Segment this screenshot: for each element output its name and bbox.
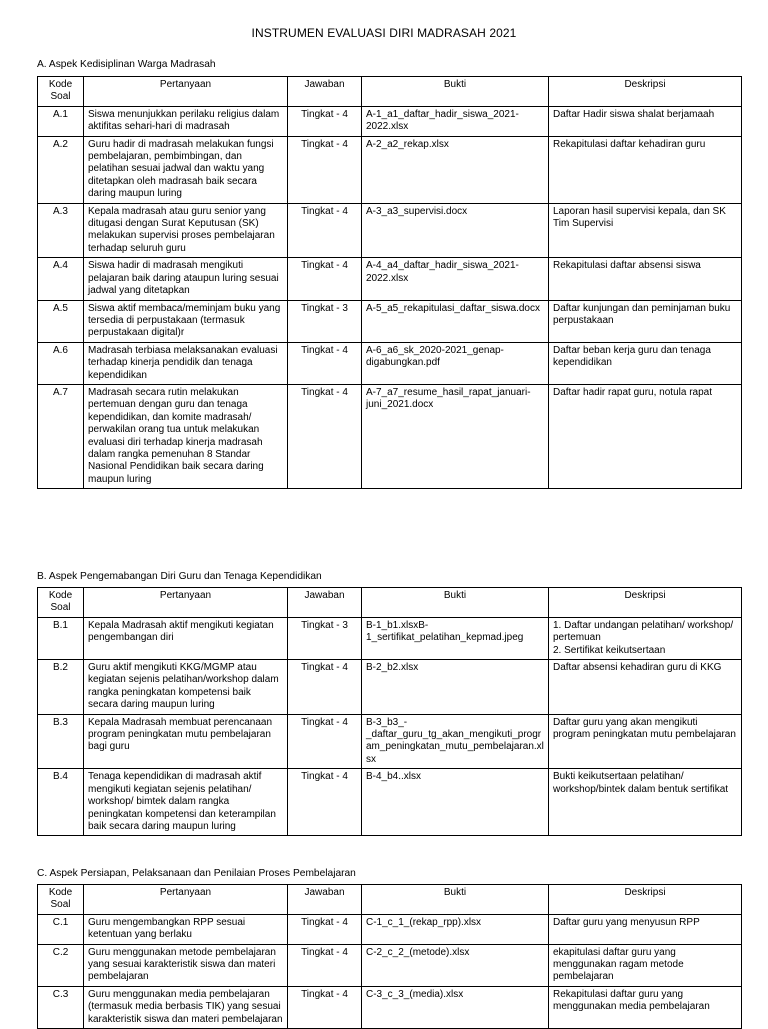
deskripsi-cell: Daftar guru yang menyusun RPP xyxy=(549,914,742,944)
table-header-row xyxy=(38,77,742,107)
table-row xyxy=(38,300,742,342)
pertanyaan-cell: Tenaga kependidikan di madrasah aktif mengikuti kegiatan sejenis pelatihan/ workshop/ bimtek dalam rangka peningkatan kompetensi dan keterampilan baik secara daring maupun luring xyxy=(84,769,288,836)
jawaban-cell: Tingkat - 4 xyxy=(288,986,362,1028)
jawaban-cell: Tingkat - 4 xyxy=(288,769,362,836)
bukti-cell: B-1_b1.xlsxB-1_sertifikat_pelatihan_kepmad.jpeg xyxy=(362,617,549,659)
pertanyaan-cell: Guru hadir di madrasah melakukan fungsi pembelajaran, pembimbingan, dan pelatihan sesuai jadwal dan waktu yang ditetapkan oleh madrasah baik secara daring maupun luring xyxy=(84,136,288,203)
kode-cell: C.3 xyxy=(38,986,84,1028)
kode-cell: B.4 xyxy=(38,769,84,836)
jawaban-cell: Tingkat - 4 xyxy=(288,384,362,488)
kode-cell: A.5 xyxy=(38,300,84,342)
kode-cell: A.2 xyxy=(38,136,84,203)
deskripsi-cell xyxy=(549,617,742,659)
section-c-table xyxy=(37,884,742,1029)
pertanyaan-cell: Kepala madrasah atau guru senior yang ditugasi dengan Surat Keputusan (SK) melakukan supervisi proses pembelajaran terhadap seluruh guru xyxy=(84,203,288,258)
kode-cell: A.4 xyxy=(38,258,84,300)
header-bukti: Bukti xyxy=(362,77,549,107)
header-jawaban: Jawaban xyxy=(288,885,362,915)
pertanyaan-cell: Kepala Madrasah membuat perencanaan program peningkatan mutu pembelajaran bagi guru xyxy=(84,714,288,769)
header-jawaban: Jawaban xyxy=(288,588,362,618)
pertanyaan-cell: Guru menggunakan metode pembelajaran yang sesuai karakteristik siswa dan materi pembelajaran xyxy=(84,944,288,986)
header-jawaban: Jawaban xyxy=(288,77,362,107)
deskripsi-cell: Daftar kunjungan dan peminjaman buku perpustakaan xyxy=(549,300,742,342)
bukti-cell: C-3_c_3_(media).xlsx xyxy=(362,986,549,1028)
bukti-cell: A-4_a4_daftar_hadir_siswa_2021-2022.xlsx xyxy=(362,258,549,300)
kode-cell: B.1 xyxy=(38,617,84,659)
table-row xyxy=(38,258,742,300)
kode-cell: B.3 xyxy=(38,714,84,769)
pertanyaan-cell: Madrasah terbiasa melaksanakan evaluasi terhadap kinerja pendidik dan tenaga kependidikan xyxy=(84,342,288,384)
table-row xyxy=(38,136,742,203)
pertanyaan-cell: Siswa hadir di madrasah mengikuti pelajaran baik daring ataupun luring sesuai jadwal yang ditetapkan xyxy=(84,258,288,300)
jawaban-cell: Tingkat - 4 xyxy=(288,660,362,715)
jawaban-cell: Tingkat - 4 xyxy=(288,342,362,384)
deskripsi-cell: Bukti keikutsertaan pelatihan/ workshop/bintek dalam bentuk sertifikat xyxy=(549,769,742,836)
header-soal-line: Soal xyxy=(50,899,71,911)
bukti-cell: A-3_a3_supervisi.docx xyxy=(362,203,549,258)
deskripsi-cell: Rekapitulasi daftar kehadiran guru xyxy=(549,136,742,203)
bukti-cell: B-2_b2.xlsx xyxy=(362,660,549,715)
table-row xyxy=(38,384,742,488)
bukti-cell: B-3_b3_-_daftar_guru_tg_akan_mengikuti_program_peningkatan_mutu_pembelajaran.xlsx xyxy=(362,714,549,769)
header-soal-line: Soal xyxy=(50,91,71,103)
bukti-cell: C-2_c_2_(metode).xlsx xyxy=(362,944,549,986)
table-row xyxy=(38,986,742,1028)
table-row xyxy=(38,617,742,659)
bukti-cell: A-1_a1_daftar_hadir_siswa_2021-2022.xlsx xyxy=(362,106,549,136)
bukti-cell: A-2_a2_rekap.xlsx xyxy=(362,136,549,203)
pertanyaan-cell: Guru menggunakan media pembelajaran (termasuk media berbasis TIK) yang sesuai karakteristik siswa dan materi pembelajaran xyxy=(84,986,288,1028)
deskripsi-cell: Rekapitulasi daftar absensi siswa xyxy=(549,258,742,300)
jawaban-cell: Tingkat - 4 xyxy=(288,203,362,258)
section-b-table xyxy=(37,587,742,836)
table-row xyxy=(38,914,742,944)
deskripsi-cell: Laporan hasil supervisi kepala, dan SK Tim Supervisi xyxy=(549,203,742,258)
pertanyaan-cell: Siswa menunjukkan perilaku religius dalam aktifitas sehari-hari di madrasah xyxy=(84,106,288,136)
deskripsi-cell: Daftar beban kerja guru dan tenaga kependidikan xyxy=(549,342,742,384)
header-deskripsi: Deskripsi xyxy=(549,77,742,107)
table-row xyxy=(38,769,742,836)
deskripsi-line: 2. Sertifikat keikutsertaan xyxy=(553,644,666,656)
header-soal-line: Soal xyxy=(50,602,71,614)
deskripsi-cell: Daftar hadir rapat guru, notula rapat xyxy=(549,384,742,488)
kode-cell: C.2 xyxy=(38,944,84,986)
bukti-cell: A-7_a7_resume_hasil_rapat_januari-juni_2021.docx xyxy=(362,384,549,488)
header-deskripsi: Deskripsi xyxy=(549,588,742,618)
jawaban-cell: Tingkat - 4 xyxy=(288,944,362,986)
table-header-row xyxy=(38,885,742,915)
deskripsi-cell: Daftar guru yang akan mengikuti program peningkatan mutu pembelajaran xyxy=(549,714,742,769)
kode-cell: C.1 xyxy=(38,914,84,944)
header-pertanyaan: Pertanyaan xyxy=(84,588,288,618)
kode-cell: A.1 xyxy=(38,106,84,136)
section-a-table xyxy=(37,76,742,489)
kode-cell: A.7 xyxy=(38,384,84,488)
document-title: INSTRUMEN EVALUASI DIRI MADRASAH 2021 xyxy=(251,26,517,40)
header-deskripsi: Deskripsi xyxy=(549,885,742,915)
bukti-cell: A-5_a5_rekapitulasi_daftar_siswa.docx xyxy=(362,300,549,342)
header-kode-soal xyxy=(38,588,84,618)
header-kode-line: Kode xyxy=(48,79,73,90)
table-row xyxy=(38,944,742,986)
kode-cell: A.6 xyxy=(38,342,84,384)
table-row xyxy=(38,106,742,136)
header-kode-line: Kode xyxy=(48,887,73,898)
table-row xyxy=(38,714,742,769)
bukti-cell: C-1_c_1_(rekap_rpp).xlsx xyxy=(362,914,549,944)
bukti-cell: A-6_a6_sk_2020-2021_genap-digabungkan.pdf xyxy=(362,342,549,384)
deskripsi-cell: Daftar Hadir siswa shalat berjamaah xyxy=(549,106,742,136)
header-kode-soal xyxy=(38,77,84,107)
pertanyaan-cell: Kepala Madrasah aktif mengikuti kegiatan pengembangan diri xyxy=(84,617,288,659)
table-row xyxy=(38,660,742,715)
table-row xyxy=(38,203,742,258)
jawaban-cell: Tingkat - 4 xyxy=(288,914,362,944)
kode-cell: A.3 xyxy=(38,203,84,258)
section-c-title: C. Aspek Persiapan, Pelaksanaan dan Penilaian Proses Pembelajaran xyxy=(37,868,356,879)
header-pertanyaan: Pertanyaan xyxy=(84,77,288,107)
deskripsi-line: 1. Daftar undangan pelatihan/ workshop/ pertemuan xyxy=(553,619,734,644)
pertanyaan-cell: Madrasah secara rutin melakukan pertemuan dengan guru dan tenaga kependidikan, dan komite madrasah/ perwakilan orang tua untuk melakukan evaluasi diri terhadap kinerja madrasah dalam rangka pemenuhan 8 Standar Nasional Pendidikan baik secara daring maupun luring xyxy=(84,384,288,488)
deskripsi-cell: Rekapitulasi daftar guru yang menggunakan media pembelajaran xyxy=(549,986,742,1028)
deskripsi-cell: Daftar absensi kehadiran guru di KKG xyxy=(549,660,742,715)
header-bukti: Bukti xyxy=(362,885,549,915)
bukti-cell: B-4_b4..xlsx xyxy=(362,769,549,836)
table-row xyxy=(38,342,742,384)
jawaban-cell: Tingkat - 4 xyxy=(288,106,362,136)
kode-cell: B.2 xyxy=(38,660,84,715)
jawaban-cell: Tingkat - 4 xyxy=(288,714,362,769)
section-b-title: B. Aspek Pengemabangan Diri Guru dan Tenaga Kependidikan xyxy=(37,571,322,582)
deskripsi-cell: ekapitulasi daftar guru yang menggunakan ragam metode pembelajaran xyxy=(549,944,742,986)
pertanyaan-cell: Guru aktif mengikuti KKG/MGMP atau kegiatan sejenis pelatihan/workshop dalam rangka peningkatan kompetensi baik secara daring maupun luring xyxy=(84,660,288,715)
header-kode-line: Kode xyxy=(48,590,73,601)
section-a-title: A. Aspek Kedisiplinan Warga Madrasah xyxy=(37,59,216,70)
jawaban-cell: Tingkat - 4 xyxy=(288,136,362,203)
pertanyaan-cell: Siswa aktif membaca/meminjam buku yang tersedia di perpustakaan (termasuk perpustakaan digital)r xyxy=(84,300,288,342)
header-bukti: Bukti xyxy=(362,588,549,618)
header-pertanyaan: Pertanyaan xyxy=(84,885,288,915)
jawaban-cell: Tingkat - 4 xyxy=(288,258,362,300)
jawaban-cell: Tingkat - 3 xyxy=(288,617,362,659)
jawaban-cell: Tingkat - 3 xyxy=(288,300,362,342)
table-header-row xyxy=(38,588,742,618)
pertanyaan-cell: Guru mengembangkan RPP sesuai ketentuan yang berlaku xyxy=(84,914,288,944)
header-kode-soal xyxy=(38,885,84,915)
